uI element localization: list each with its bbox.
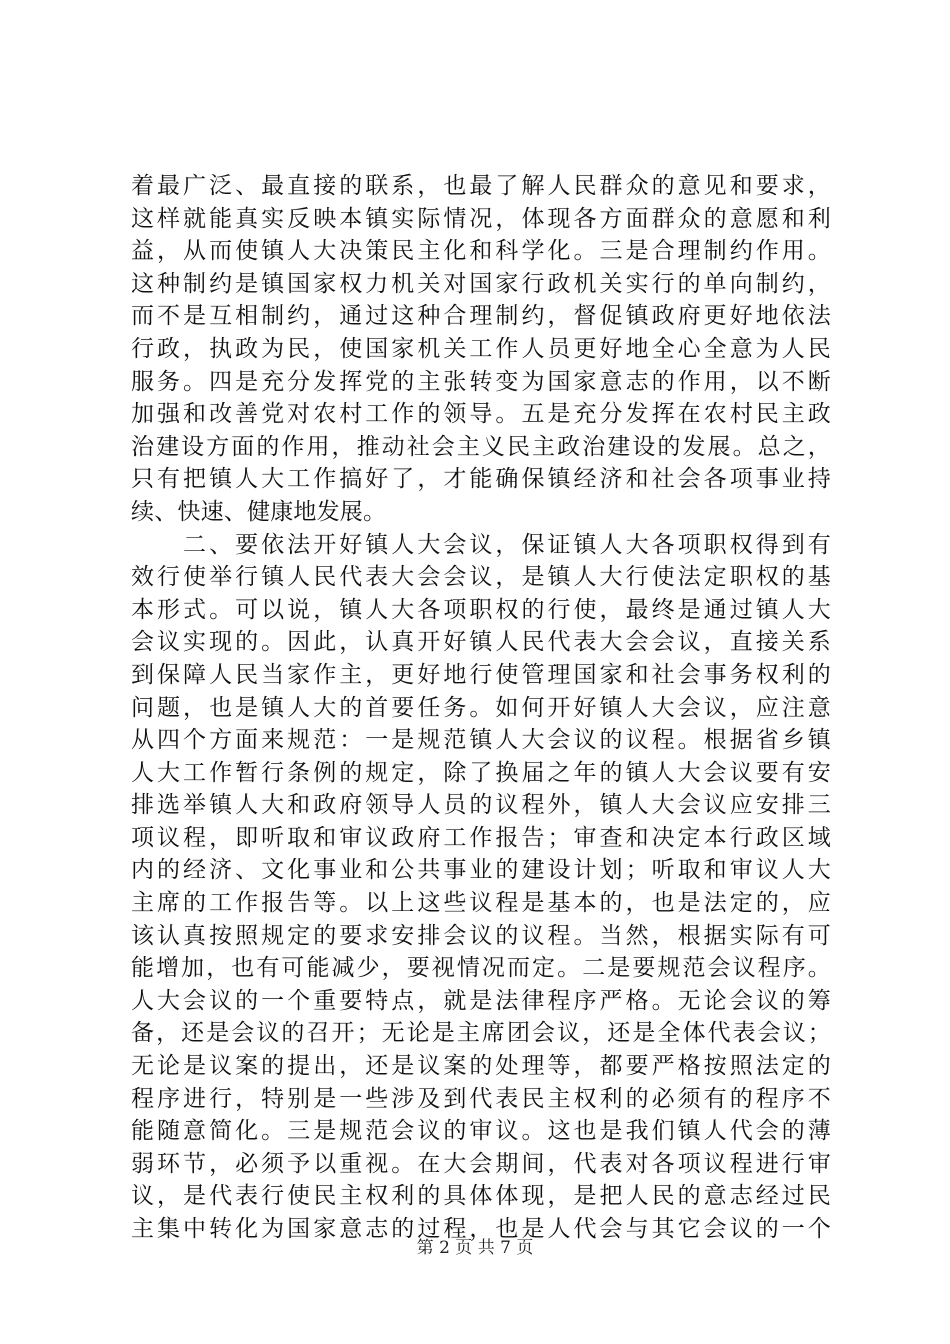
text-line: 程序进行，特别是一些涉及到代表民主权利的必须有的程序不 [131,1085,831,1112]
text-line: 该认真按照规定的要求安排会议的议程。当然，根据实际有可 [131,922,831,949]
text-line: 二、要依法开好镇人大会议，保证镇人大各项职权得到有 [131,531,831,558]
text-line: 能增加，也有可能减少，要视情况而定。二是要规范会议程序。 [131,955,831,982]
text-line: 备，还是会议的召开；无论是主席团会议，还是全体代表会议； [131,1020,831,1047]
text-line: 着最广泛、最直接的联系，也最了解人民群众的意见和要求， [131,173,831,199]
text-line: 人大工作暂行条例的规定，除了换届之年的镇人大会议要有安 [131,759,831,786]
text-line: 益，从而使镇人大决策民主化和科学化。三是合理制约作用。 [131,238,831,265]
text-line: 排选举镇人大和政府领导人员的议程外，镇人大会议应安排三 [131,792,831,819]
text-line: 弱环节，必须予以重视。在大会期间，代表对各项议程进行审 [131,1150,831,1177]
text-line: 人大会议的一个重要特点，就是法律程序严格。无论会议的筹 [131,987,831,1014]
text-line: 从四个方面来规范：一是规范镇人大会议的议程。根据省乡镇 [131,727,831,754]
text-line: 主席的工作报告等。以上这些议程是基本的，也是法定的，应 [131,890,831,917]
text-line: 这种制约是镇国家权力机关对国家行政机关实行的单向制约， [131,270,831,297]
text-line: 而不是互相制约，通过这种合理制约，督促镇政府更好地依法 [131,303,831,330]
text-line: 会议实现的。因此，认真开好镇人民代表大会会议，直接关系 [131,629,831,656]
body-text [131,170,831,1246]
text-line: 主集中转化为国家意志的过程，也是人代会与其它会议的一个 [131,1216,831,1242]
text-line: 内的经济、文化事业和公共事业的建设计划；听取和审议人大 [131,857,831,884]
text-line: 服务。四是充分发挥党的主张转变为国家意志的作用，以不断 [131,368,831,395]
text-line: 治建设方面的作用，推动社会主义民主政治建设的发展。总之， [131,433,831,460]
text-line: 效行使举行镇人民代表大会会议，是镇人大行使法定职权的基 [131,564,831,591]
text-line: 加强和改善党对农村工作的领导。五是充分发挥在农村民主政 [131,401,831,428]
text-line: 到保障人民当家作主，更好地行使管理国家和社会事务权利的 [131,661,831,688]
text-line: 续、快速、健康地发展。 [131,498,387,525]
text-line: 本形式。可以说，镇人大各项职权的行使，最终是通过镇人大 [131,596,831,623]
text-line: 问题，也是镇人大的首要任务。如何开好镇人大会议，应注意 [131,694,831,721]
page-number-footer: 第 2 页 共 7 页 [416,1238,534,1258]
text-line: 只有把镇人大工作搞好了，才能确保镇经济和社会各项事业持 [131,466,831,493]
text-line: 这样就能真实反映本镇实际情况，体现各方面群众的意愿和利 [131,205,831,232]
text-line: 议，是代表行使民主权利的具体体现，是把人民的意志经过民 [131,1183,831,1210]
text-line: 无论是议案的提出，还是议案的处理等，都要严格按照法定的 [131,1053,831,1080]
text-line: 能随意简化。三是规范会议的审议。这也是我们镇人代会的薄 [131,1118,831,1145]
text-line: 行政，执政为民，使国家机关工作人员更好地全心全意为人民 [131,335,831,362]
text-line: 项议程，即听取和审议政府工作报告；审查和决定本行政区域 [131,824,831,851]
